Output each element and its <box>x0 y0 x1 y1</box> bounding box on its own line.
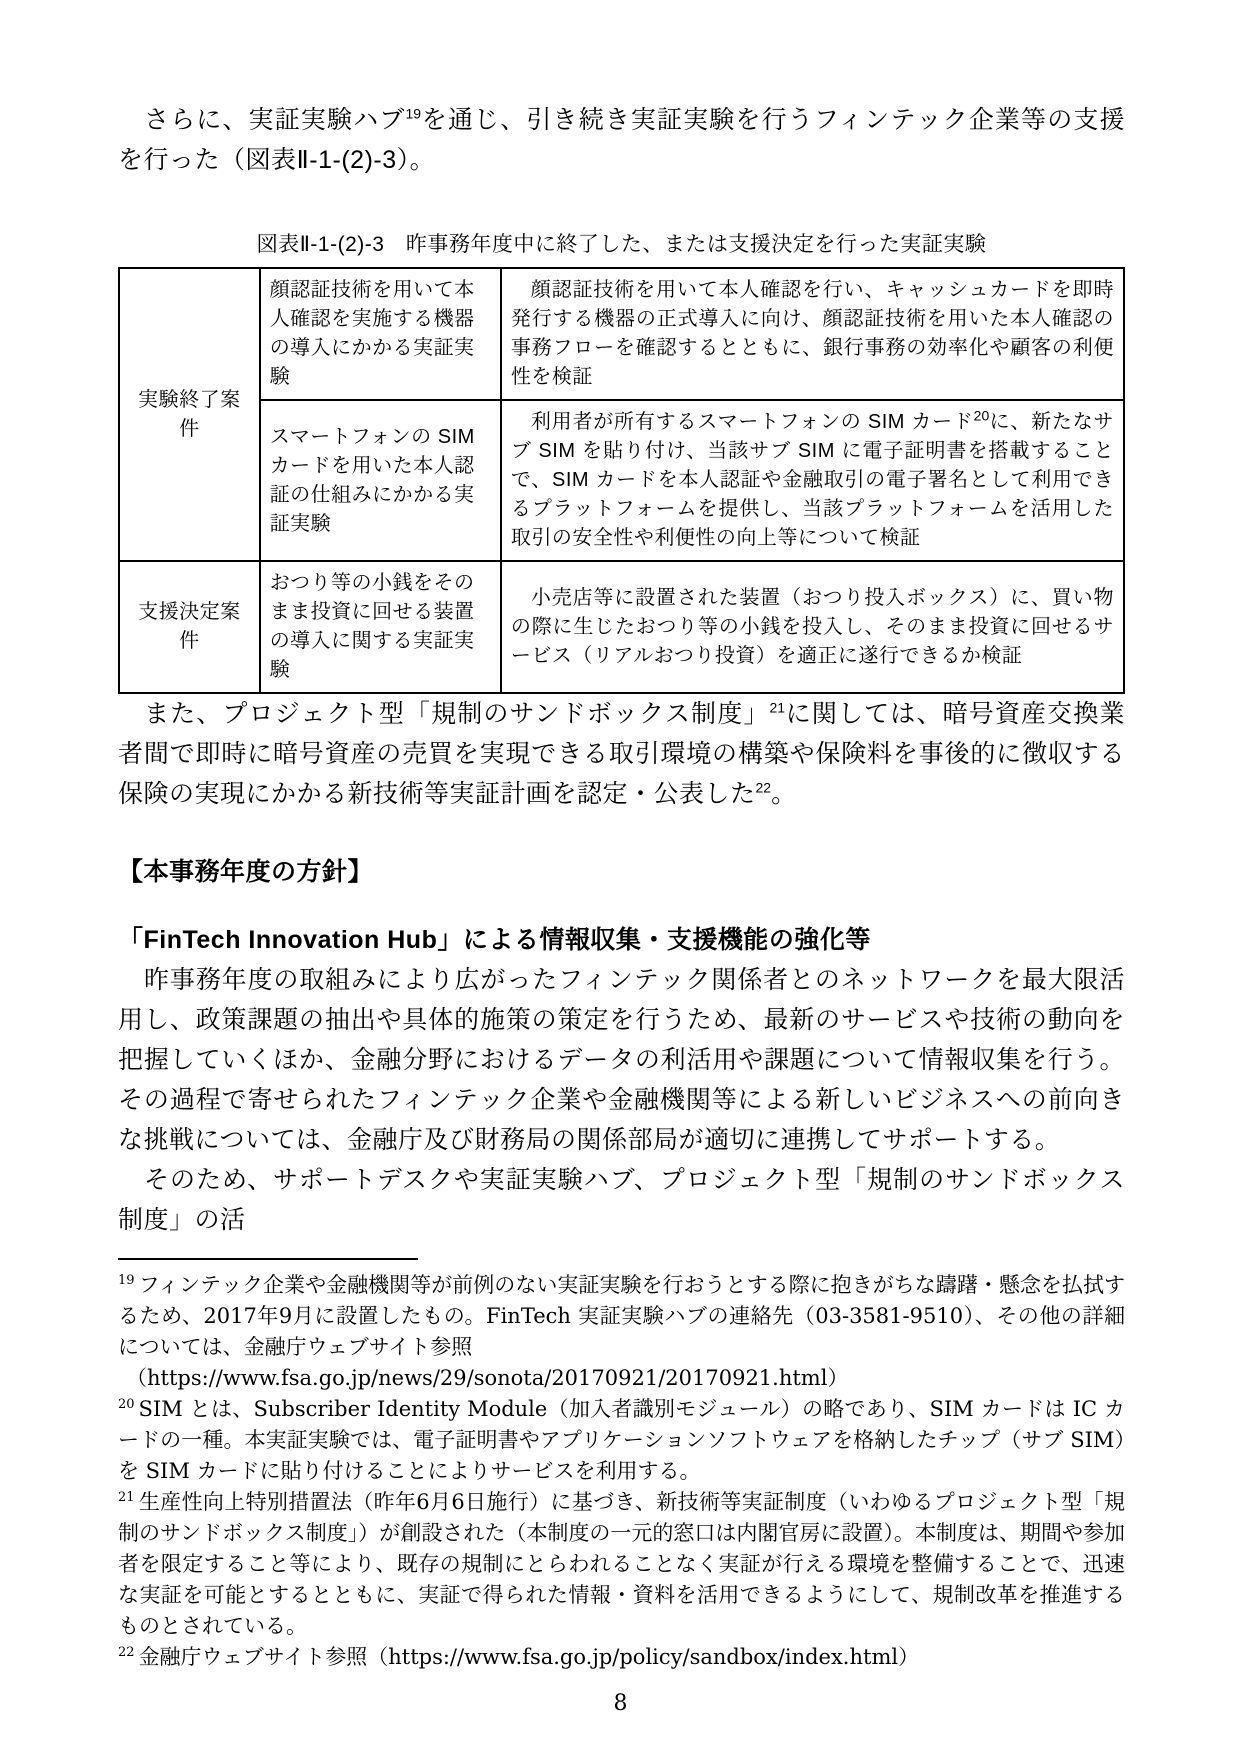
footnote-22: $^{22}$ 金融庁ウェブサイト参照（https://www.fsa.go.jp/policy/sandbox/index.html） <box>118 1645 920 1669</box>
section-heading-policy: 【本事務年度の方針】 <box>118 858 374 886</box>
experiment-name-change-invest: おつり等の小銭をそのまま投資に回せる装置の導入に関する実証実験 <box>260 561 501 693</box>
subsection-heading-fintech-hub: 「FinTech Innovation Hub」による情報収集・支援機能の強化等 <box>118 926 871 954</box>
support-paragraph: そのため、サポートデスクや実証実験ハブ、プロジェクト型「規制のサンドボックス制度」の活 <box>118 1166 1125 1234</box>
row-group-finished-label: 実験終了案件 <box>119 268 260 561</box>
intro-paragraph <box>118 100 1125 180</box>
intro-text-1: さらに、実証実験ハブ <box>144 106 406 134</box>
footnote-ref-20: 20 <box>973 407 990 424</box>
experiment-name-face-auth: 顔認証技術を用いて本人確認を実施する機器の導入にかかる実証実験 <box>260 268 501 400</box>
sandbox-paragraph: また、プロジェクト型「規制のサンドボックス制度」$^{21}$に関しては、暗号資産交換業者間で即時に暗号資産の売買を実現できる取引環境の構築や保険料を事後的に徴収する保険の実現にかかる新技術等実証計画を認定・公表した$^{22}$。 <box>118 699 1125 808</box>
footnote-19-marker: 19 <box>118 1273 135 1288</box>
figure-title: 図表Ⅱ-1-(2)-3 昨事務年度中に終了した、または支援決定を行った実証実験 <box>256 233 987 256</box>
row-group-support-label: 支援決定案件 <box>119 561 260 693</box>
network-paragraph: 昨事務年度の取組みにより広がったフィンテック関係者とのネットワークを最大限活用し、政策課題の抽出や具体的施策の策定を行うため、最新のサービスや技術の動向を把握していくほか、金融分野におけるデータの利活用や課題について情報収集を行う。その過程で寄せられたフィンテック企業や金融機関等による新しいビジネスへの前向きな挑戦については、金融庁及び財務局の関係部局が適切に連携してサポートする。 <box>118 966 1125 1154</box>
experiment-desc-face-auth: 顔認証技術を用いて本人確認を行い、キャッシュカードを即時発行する機器の正式導入に向け、顔認証技術を用いた本人確認の事務フローを確認するとともに、銀行事務の効率化や顧客の利便性を検証 <box>501 268 1124 400</box>
table-row <box>119 561 1124 693</box>
experiment-table <box>118 267 1125 694</box>
footnote-separator <box>118 1258 418 1260</box>
footnote-19: $^{19}$ フィンテック企業や金融機関等が前例のない実証実験を行おうとする際に抱きがちな躊躇・懸念を払拭するため、2017年9月に設置したもの。FinTech 実証実験ハブの連絡先（03-3581-9510）、その他の詳細については、金融庁ウェブサイト参照 （https://www.fsa.go.jp/news/29/sonota/20170921/20170921.html） <box>118 1270 1125 1394</box>
footnote-20-marker: 20 <box>118 1397 135 1412</box>
footnote-ref-22: 22 <box>755 779 772 796</box>
footnote-22-marker: 22 <box>118 1645 135 1660</box>
footnote-20: $^{20}$ SIM とは、Subscriber Identity Module（加入者識別モジュール）の略であり、SIM カードは IC カードの一種。本実証実験では、電子証明書やアプリケーションソフトウェアを格納したチップ（サブ SIM）を SIM カードに貼り付けることによりサービスを利用する。 <box>118 1397 1125 1483</box>
footnote-ref-19: 19 <box>405 105 422 122</box>
experiment-name-sim-card: スマートフォンの SIM カードを用いた本人認証の仕組みにかかる実証実験 <box>260 400 501 561</box>
footnote-21: $^{21}$ 生産性向上特別措置法（昨年6月6日施行）に基づき、新技術等実証制度（いわゆるプロジェクト型「規制のサンドボックス制度」）が創設された（本制度の一元的窓口は内閣官房に設置）。本制度は、期間や参加者を限定すること等により、既存の規制にとらわれることなく実証が行える環境を整備することで、迅速な実証を可能とするとともに、実証で得られた情報・資料を活用できるようにして、規制改革を推進するものとされている。 <box>118 1490 1125 1638</box>
experiment-desc-change-invest: 小売店等に設置された装置（おつり投入ボックス）に、買い物の際に生じたおつり等の小銭を投入し、そのまま投資に回せるサービス（リアルおつり投資）を適正に遂行できるか検証 <box>501 561 1124 693</box>
footnote-19-url: （https://www.fsa.go.jp/news/29/sonota/20170921/20170921.html） <box>126 1366 849 1390</box>
footnote-21-marker: 21 <box>118 1490 135 1505</box>
page-number: 8 <box>613 1691 628 1716</box>
table-row <box>119 400 1124 561</box>
table-row <box>119 268 1124 400</box>
footnotes <box>118 1270 1125 1673</box>
intro-text-2: を通じ、引き続き実証実験を行うフィンテック企業等の支援を行った（図表Ⅱ-1-(2)-3）。 <box>118 106 1125 174</box>
experiment-desc-sim-card: 利用者が所有するスマートフォンの SIM カード$^{20}$に、新たなサブ SIM を貼り付け、当該サブ SIM に電子証明書を搭載することで、SIM カードを本人認証や金融取引の電子署名として利用できるプラットフォームを提供し、当該プラットフォームを活用した取引の安全性や利便性の向上等について検証 <box>501 400 1124 561</box>
footnote-ref-21: 21 <box>769 699 786 716</box>
